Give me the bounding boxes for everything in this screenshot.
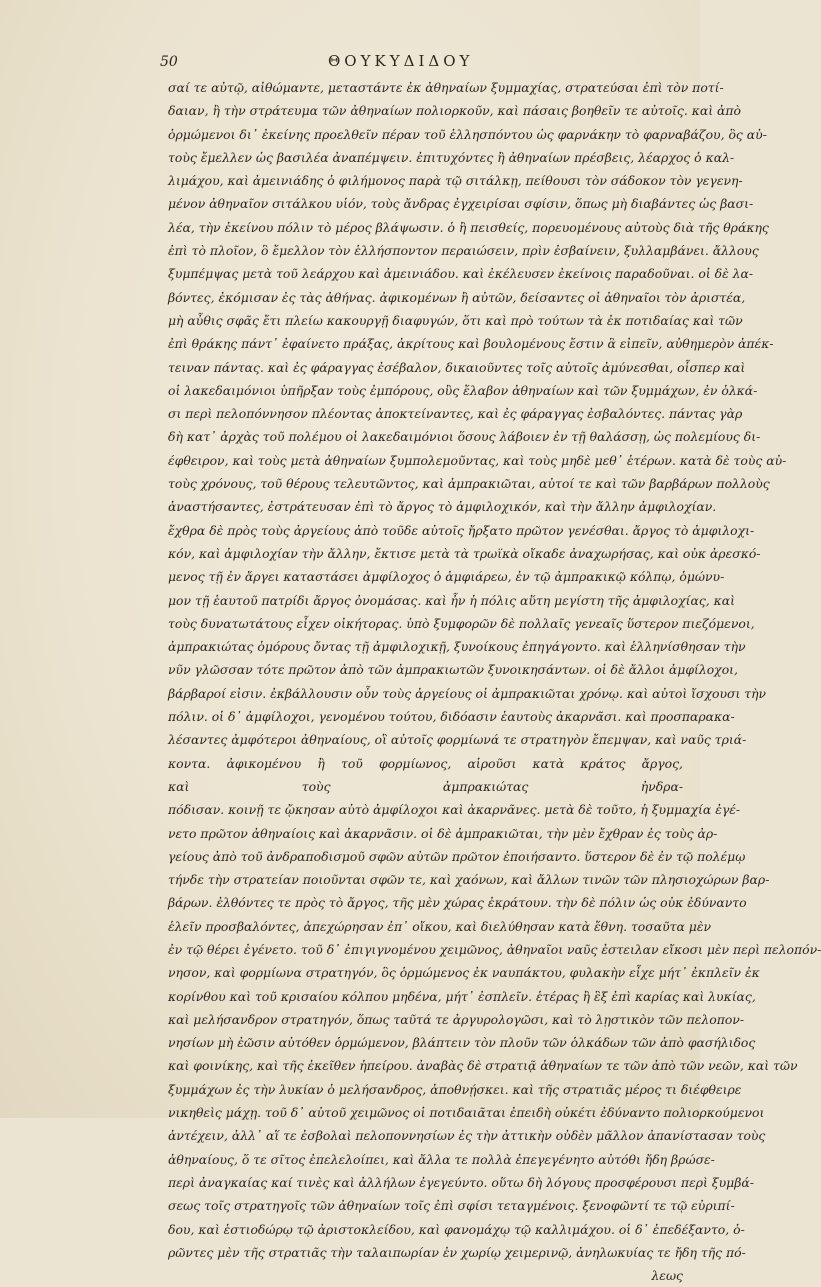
- text-line: σεως τοῖς στρατηγοῖς τῶν ἀθηναίων τοῖς ἐπὶ σφίσι τεταγμένοις. ξενοφῶντί τε τῷ εὐριπί-: [168, 1198, 735, 1214]
- text-line: λεως: [651, 1268, 683, 1284]
- text-line: ἀντέχειν, ἀλλ᾽ αἵ τε ἐσβολαὶ πελοποννησίων ἐς τὴν ἀττικὴν οὐδὲν μᾶλλον ἀπανίστασαν τοὺς: [168, 1128, 766, 1144]
- text-line: καὶ μελήσανδρον στρατηγόν, ὅπως ταῦτά τε ἀργυρολογῶσι, καὶ τὸ λῃστικὸν τῶν πελοπον-: [168, 1011, 745, 1027]
- text-line: γείους ἀπὸ τοῦ ἀνδραποδισμοῦ σφῶν αὐτῶν πρῶτον ἐποιήσαντο. ὕστερον δὲ ἐν τῷ πολέμῳ: [168, 848, 746, 864]
- text-line: πόδισαν. κοινῇ τε ᾤκησαν αὐτὸ ἀμφίλοχοι καὶ ἀκαρνᾶνες. μετὰ δὲ τοῦτο, ἡ ξυμμαχία ἐγέ-: [168, 802, 741, 818]
- text-line: κόν, καὶ ἀμφιλοχίαν τὴν ἄλλην, ἔκτισε μετὰ τὰ τρωϊκὰ οἴκαδε ἀναχωρήσας, καὶ οὐκ ἀρεσκό-: [168, 545, 761, 561]
- text-line: ἔχθρα δὲ πρὸς τοὺς ἀργείους ἀπὸ τοῦδε αὐτοῖς ἤρξατο πρῶτον γενέσθαι. ἄργος τὸ ἀμφιλοχι-: [168, 522, 755, 538]
- text-line: ἑλεῖν προσβαλόντες, ἀπεχώρησαν ἐπ᾽ οἴκου, καὶ διελύθησαν κατὰ ἔθνη. τοσαῦτα μὲν: [168, 918, 712, 934]
- text-line: βόντες, ἐκόμισαν ἐς τὰς ἀθήνας. ἀφικομένων ἢ αὐτῶν, δείσαντες οἱ ἀθηναῖοι τὸν ἀριστέα,: [168, 289, 746, 305]
- text-line: περὶ ἀναγκαίας καί τινὲς καὶ ἀλλήλων ἐγεγεύντο. οὕτω δὴ λόγους προσφέρουσι περὶ ξυμβά-: [168, 1174, 754, 1190]
- greek-text-block: [168, 76, 821, 1287]
- text-line: μὴ αὖθις σφᾶς ἔτι πλείω κακουργῇ διαφυγών, ὅτι καὶ πρὸ τούτων τὰ ἐκ ποτιδαίας καὶ τῶν: [168, 312, 743, 328]
- text-line: τοὺς ἔμελλεν ὡς βασιλέα ἀναπέμψειν. ἐπιτυχόντες ἢ ἀθηναίων πρέσβεις, λέαρχος ὁ καλ-: [168, 149, 735, 165]
- page-number: 50: [160, 54, 178, 70]
- text-line: νησίων μὴ ἐῶσιν αὐτόθεν ὁρμώμενον, βλάπτειν τὸν πλοῦν τῶν ὁλκάδων τῶν ἀπὸ φασήλιδος: [168, 1035, 756, 1051]
- text-line: σαί τε αὐτῷ, αἰθώμαντε, μεταστάντε ἐκ ἀθηναίων ξυμμαχίας, στρατεύσαι ἐπὶ τὸν ποτί-: [168, 80, 724, 95]
- text-line: βάρβαροί εἰσιν. ἐκβάλλουσιν οὖν τοὺς ἀργείους οἱ ἀμπρακιῶται χρόνῳ. καὶ αὐτοὶ ἴσχουσι τὴν: [168, 685, 767, 701]
- text-line: τήνδε τὴν στρατείαν ποιοῦνται σφῶν τε, καὶ χαόνων, καὶ ἄλλων τινῶν τῶν πλησιοχώρων βαρ-: [168, 872, 770, 888]
- text-line: ρῶντες μὲν τῆς στρατιᾶς τὴν ταλαιπωρίαν ἐν χωρίῳ χειμερινῷ, ἀνηλωκυίας τε ἤδη τῆς πό-: [168, 1244, 746, 1260]
- text-line: δὴ κατ᾽ ἀρχὰς τοῦ πολέμου οἱ λακεδαιμόνιοι ὅσους λάβοιεν ἐν τῇ θαλάσσῃ, ὡς πολεμίους δι-: [168, 429, 761, 445]
- text-line: τοὺς δυνατωτάτους εἶχεν οἰκήτορας. ὑπὸ ξυμφορῶν δὲ πολλαῖς γενεαῖς ὕστερον πιεζόμενοι,: [168, 615, 755, 631]
- text-line: βάρων. ἐλθόντες τε πρὸς τὸ ἄργος, τῆς μὲν χώρας ἐκράτουν. τὴν δὲ πόλιν ὡς οὐκ ἐδύναντο: [168, 895, 747, 911]
- text-line: ἀμπρακιώτας ὁμόρους ὄντας τῇ ἀμφιλοχικῇ, ξυνοίκους ἐπηγάγοντο. καὶ ἑλληνίσθησαν τὴν: [168, 639, 746, 655]
- text-line: ἐν τῷ θέρει ἐγένετο. τοῦ δ᾽ ἐπιγιγνομένου χειμῶνος, ἀθηναῖοι ναῦς ἐστειλαν εἴκοσι μὲν περὶ πελοπόν-: [168, 941, 821, 957]
- text-line: δαιαν, ἢ τὴν στράτευμα τῶν ἀθηναίων πολιορκοῦν, καὶ πάσαις βοηθεῖν τε αὐτοῖς. καὶ ἀπὸ: [168, 103, 741, 119]
- page-header: [160, 52, 680, 72]
- text-line: νῦν γλῶσσαν τότε πρῶτον ἀπὸ τῶν ἀμπρακιωτῶν ξυνοικησάντων. οἱ δὲ ἄλλοι ἀμφίλοχοι,: [168, 662, 738, 678]
- text-line: νετο πρῶτον ἀθηναίοις καὶ ἀκαρνᾶσιν. οἱ δὲ ἀμπρακιῶται, τὴν μὲν ἔχθραν ἐς τοὺς ἀρ-: [168, 825, 718, 841]
- text-line: οἱ λακεδαιμόνιοι ὑπῆρξαν τοὺς ἐμπόρους, οὓς ἔλαβον ἀθηναίων καὶ τῶν ξυμμάχων, ἐν ὁλκά-: [168, 382, 758, 398]
- text-line: σι περὶ πελοπόννησον πλέοντας ἀποκτείναντες, καὶ ἐς φάραγγας ἐσβαλόντες. πάντας γὰρ: [168, 406, 743, 422]
- text-line: ὁρμώμενοι δι᾽ ἐκείνης προελθεῖν πέραν τοῦ ἑλλησπόντου ὡς φαρνάκην τὸ φαρναβάζου, ὃς αὐ-: [168, 126, 767, 142]
- text-line: πόλιν. οἱ δ᾽ ἀμφίλοχοι, γενομένου τούτου, διδόασιν ἑαυτοὺς ἀκαρνᾶσι. καὶ προσπαρακα-: [168, 709, 735, 725]
- text-line: μένον ἀθηναῖον σιτάλκου υἱόν, τοὺς ἄνδρας ἐγχειρίσαι σφίσιν, ὅπως μὴ διαβάντες ὡς βασι-: [168, 196, 754, 212]
- text-line: λιμάχου, καὶ ἀμεινιάδης ὁ φιλήμονος παρὰ τῷ σιτάλκῃ, πείθουσι τὸν σάδοκον τὸν γεγενη-: [168, 173, 743, 189]
- running-title: ΘΟΥΚΥΔΙΔΟΥ: [328, 52, 474, 70]
- text-line: δου, καὶ ἑστιοδώρῳ τῷ ἀριστοκλείδου, καὶ φανομάχῳ τῷ καλλιμάχου. οἱ δ᾽ ἐπεδέξαντο, ὁ-: [168, 1221, 745, 1237]
- text-line: νησον, καὶ φορμίωνα στρατηγόν, ὃς ὁρμώμενος ἐκ ναυπάκτου, φυλακὴν εἶχε μήτ᾽ ἐκπλεῖν ἐκ: [168, 965, 760, 981]
- text-line: τειναν πάντας. καὶ ἐς φάραγγας ἐσέβαλον, δικαιοῦντες τοῖς αὐτοῖς ἀμύνεσθαι, οἷσπερ καὶ: [168, 359, 746, 375]
- text-line: λέα, τὴν ἐκείνου πόλιν τὸ μέρος βλάψωσιν. ὁ ἢ πεισθείς, πορευομένους αὐτοὺς διὰ τῆς θράκης: [168, 219, 769, 235]
- text-line: λέσαντες ἀμφότεροι ἀθηναίους, οἳ αὐτοῖς φορμίωνά τε στρατηγὸν ἔπεμψαν, καὶ ναῦς τριά-: [168, 732, 747, 748]
- text-line: μον τῇ ἑαυτοῦ πατρίδι ἄργος ὀνομάσας. καὶ ἦν ἡ πόλις αὕτη μεγίστη τῆς ἀμφιλοχίας, καὶ: [168, 592, 736, 608]
- text-line: κοντα. ἀφικομένου ἢ τοῦ φορμίωνος, αἱροῦσι κατὰ κράτος ἄργος,: [168, 755, 683, 771]
- text-line: ἐπὶ θράκης πάντ᾽ ἐφαίνετο πράξας, ἀκρίτους καὶ βουλομένους ἔστιν ἃ εἰπεῖν, αὐθημερὸν ἀπέκ-: [168, 336, 774, 352]
- text-line: τοὺς χρόνους, τοῦ θέρους τελευτῶντος, καὶ ἀμπρακιῶται, αὐτοί τε καὶ τῶν βαρβάρων πολλοὺς: [168, 476, 770, 492]
- text-line: καὶ τοὺς ἀμπρακιώτας ἠνδρα-: [168, 778, 683, 794]
- text-line: ξυμμάχων ἐς τὴν λυκίαν ὁ μελήσανδρος, ἀποθνῄσκει. καὶ τῆς στρατιᾶς μέρος τι διέφθειρε: [168, 1081, 742, 1097]
- text-line: ἀναστήσαντες, ἐστράτευσαν ἐπὶ τὸ ἄργος τὸ ἀμφιλοχικόν, καὶ τὴν ἄλλην ἀμφιλοχίαν.: [168, 499, 717, 515]
- text-line: ἐπὶ τὸ πλοῖον, ὃ ἔμελλον τὸν ἑλλήσποντον περαιώσειν, πρὶν ἐσβαίνειν, ξυλλαμβάνει. ἄλλους: [168, 243, 759, 259]
- text-line: ξυμπέμψας μετὰ τοῦ λεάρχου καὶ ἀμεινιάδου. καὶ ἐκέλευσεν ἐκείνοις παραδοῦναι. οἱ δὲ λα-: [168, 266, 754, 282]
- text-line: κορίνθου καὶ τοῦ κρισαίου κόλπου μηδένα, μήτ᾽ ἐσπλεῖν. ἑτέρας ἢ ἓξ ἐπὶ καρίας καὶ λυκίας,: [168, 988, 756, 1004]
- text-line: έφθειρον, καὶ τοὺς μετὰ ἀθηναίων ξυμπολεμοῦντας, καὶ τοὺς μηδὲ μεθ᾽ ἑτέρων. κατὰ δὲ τοὺς αὐ-: [168, 452, 787, 468]
- text-line: καὶ φοινίκης, καὶ τῆς ἐκεῖθεν ἠπείρου. ἀναβὰς δὲ στρατιᾷ ἀθηναίων τε τῶν ἀπὸ τῶν νεῶν, καὶ τῶν: [168, 1058, 798, 1074]
- text-line: ἀθηναίους, ὅ τε σῖτος ἐπελελοίπει, καὶ ἄλλα τε πολλὰ ἐπεγεγένητο αὐτόθι ἤδη βρώσε-: [168, 1151, 715, 1167]
- text-line: νικηθεὶς μάχῃ. τοῦ δ᾽ αὐτοῦ χειμῶνος οἱ ποτιδαιᾶται ἐπειδὴ οὐκέτι ἐδύναντο πολιορκούμενοι: [168, 1105, 765, 1121]
- text-line: μενος τῇ ἐν ἄργει καταστάσει ἀμφίλοχος ὁ ἀμφιάρεω, ἐν τῷ ἀμπρακικῷ κόλπῳ, ὁμώνυ-: [168, 569, 725, 585]
